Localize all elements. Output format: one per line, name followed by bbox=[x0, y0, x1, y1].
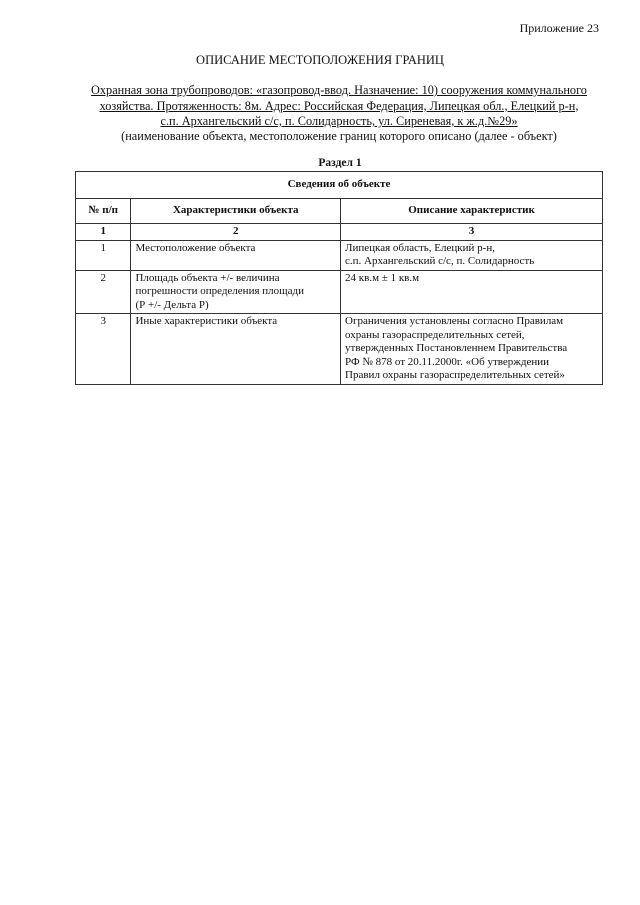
object-description-line-3: с.п. Архангельский с/с, п. Солидарность, ул. Сиреневая, к ж.д.№29» bbox=[160, 114, 518, 128]
row-description bbox=[341, 314, 603, 385]
column-header-number: № п/п bbox=[76, 199, 131, 224]
row-number: 1 bbox=[76, 240, 131, 270]
row-characteristic: Иные характеристики объекта bbox=[131, 314, 341, 385]
table-row bbox=[76, 314, 603, 385]
row-characteristic-line: Площадь объекта +/- величина bbox=[135, 271, 280, 284]
row-characteristic: Местоположение объекта bbox=[131, 240, 341, 270]
column-number-1: 1 bbox=[76, 224, 131, 241]
document-title: ОПИСАНИЕ МЕСТОПОЛОЖЕНИЯ ГРАНИЦ bbox=[196, 53, 444, 67]
row-number: 3 bbox=[76, 314, 131, 385]
row-description-line: утвержденных Постановленнем Правительства bbox=[345, 342, 568, 354]
row-description: 24 кв.м ± 1 кв.м bbox=[341, 270, 603, 314]
appendix-label: Приложение 23 bbox=[519, 21, 599, 35]
object-description-line-1: Охранная зона трубопроводов: «газопровод-ввод. Назначение: 10) сооружения коммунального bbox=[91, 83, 587, 97]
table-row bbox=[76, 270, 603, 314]
table-caption: Сведения об объекте bbox=[76, 172, 603, 199]
column-number-2: 2 bbox=[131, 224, 341, 241]
row-characteristic-line: (Р +/- Дельта Р) bbox=[135, 298, 209, 311]
column-number-3: 3 bbox=[341, 224, 603, 241]
object-description bbox=[70, 83, 608, 130]
row-description-line: Липецкая область, Елецкий р-н, bbox=[345, 241, 495, 254]
row-description-line: с.п. Архангельский с/с, п. Солидарность bbox=[345, 255, 535, 267]
row-description-line: Ограничения установлены согласно Правилам bbox=[345, 315, 564, 327]
row-description-line: охраны газораспределительных сетей, bbox=[345, 328, 525, 341]
row-description-line: Правил охраны газораспределительных сетей» bbox=[345, 369, 565, 381]
row-number: 2 bbox=[76, 270, 131, 314]
column-header-description: Описание характеристик bbox=[341, 199, 603, 224]
column-header-characteristic: Характеристики объекта bbox=[131, 199, 341, 224]
section-title: Раздел 1 bbox=[318, 157, 362, 169]
object-info-table bbox=[75, 171, 603, 385]
row-characteristic-line: погрешности определения площади bbox=[135, 285, 304, 297]
row-description-line: РФ № 878 от 20.11.2000г. «Об утверждении bbox=[345, 355, 550, 368]
row-characteristic bbox=[131, 270, 341, 314]
object-caption: (наименование объекта, местоположение границ которого описано (далее - объект) bbox=[121, 129, 557, 143]
table-row bbox=[76, 240, 603, 270]
row-description bbox=[341, 240, 603, 270]
object-description-line-2: хозяйства. Протяженность: 8м. Адрес: Российская Федерация, Липецкая обл., Елецкий р-н, bbox=[99, 98, 579, 113]
